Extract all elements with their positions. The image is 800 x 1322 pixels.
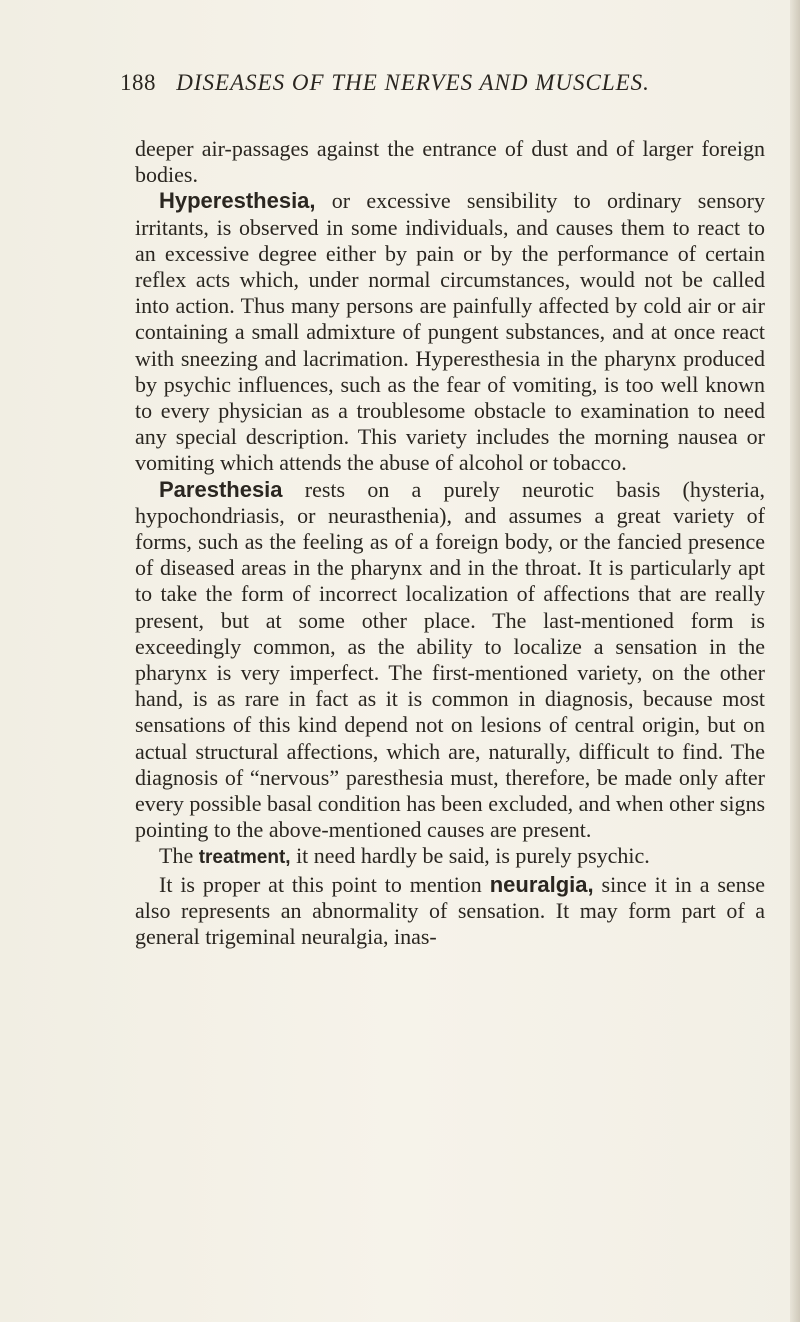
paragraph-continuation [135, 136, 765, 188]
paragraph-lead: It is proper at this point to mention [159, 871, 490, 897]
paragraph-lead: The [159, 843, 199, 869]
running-title: DISEASES OF THE NERVES AND MUSCLES. [176, 70, 650, 95]
paragraph-neuralgia [135, 872, 765, 951]
term-treatment: treatment, [198, 847, 291, 869]
term-neuralgia: neuralgia, [489, 871, 594, 897]
paragraph-hyperesthesia [135, 188, 765, 476]
paragraph-text: rests on a purely neurotic basis (hysteria, hypochondriasis, or neurasthenia), and assumes a great variety of forms, such as the feeling as of a foreign body, or the fancied presence of diseased areas in the pharynx and in the throat. It is particularly apt to take the form of incorrect localization of affections that are really present, but at some other place. The last-mentioned form is exceedingly common, as the ability to localize a sensation in the pharynx is very imperfect. The first-mentioned variety, on the other hand, is as rare in fact as it is common in diagnosis, because most sensations of this kind depend not on lesions of central origin, but on actual structural affections, which are, naturally, difficult to find. The diagnosis of “nervous” paresthesia must, therefore, be made only after every possible basal condition has been excluded, and when other signs pointing to the above-mentioned causes are present. [135, 476, 765, 843]
body-text [135, 136, 765, 950]
page-edge [790, 0, 800, 1322]
paragraph-text: deeper air-passages against the entrance of dust and of larger foreign bodies. [135, 136, 765, 188]
paragraph-treatment [135, 843, 765, 871]
paragraph-text: it need hardly be said, is purely psychic. [290, 843, 650, 869]
paragraph-text: since it in a sense also represents an abnormality of sensation. It may form part of a general trigeminal neuralgia, inas- [135, 871, 765, 950]
term-paresthesia: Paresthesia [159, 476, 283, 502]
paragraph-text: or excessive sensibility to ordinary sensory irritants, is observed in some individuals, and causes them to react to an excessive degree either by pain or by the performance of certain reflex acts which, under normal circumstances, would not be called into action. Thus many persons are painfully affected by cold air or air containing a small admixture of pungent substances, and at once react with sneezing and lacrimation. Hyperesthesia in the pharynx produced by psychic influences, such as the fear of vomiting, is too well known to every physician as a troublesome obstacle to examination to need any special description. This variety includes the morning nausea or vomiting which attends the abuse of alcohol or tobacco. [135, 188, 765, 476]
paragraph-paresthesia [135, 477, 765, 844]
running-head [120, 70, 720, 110]
page-number: 188 [120, 70, 156, 95]
term-hyperesthesia: Hyperesthesia, [159, 188, 316, 214]
